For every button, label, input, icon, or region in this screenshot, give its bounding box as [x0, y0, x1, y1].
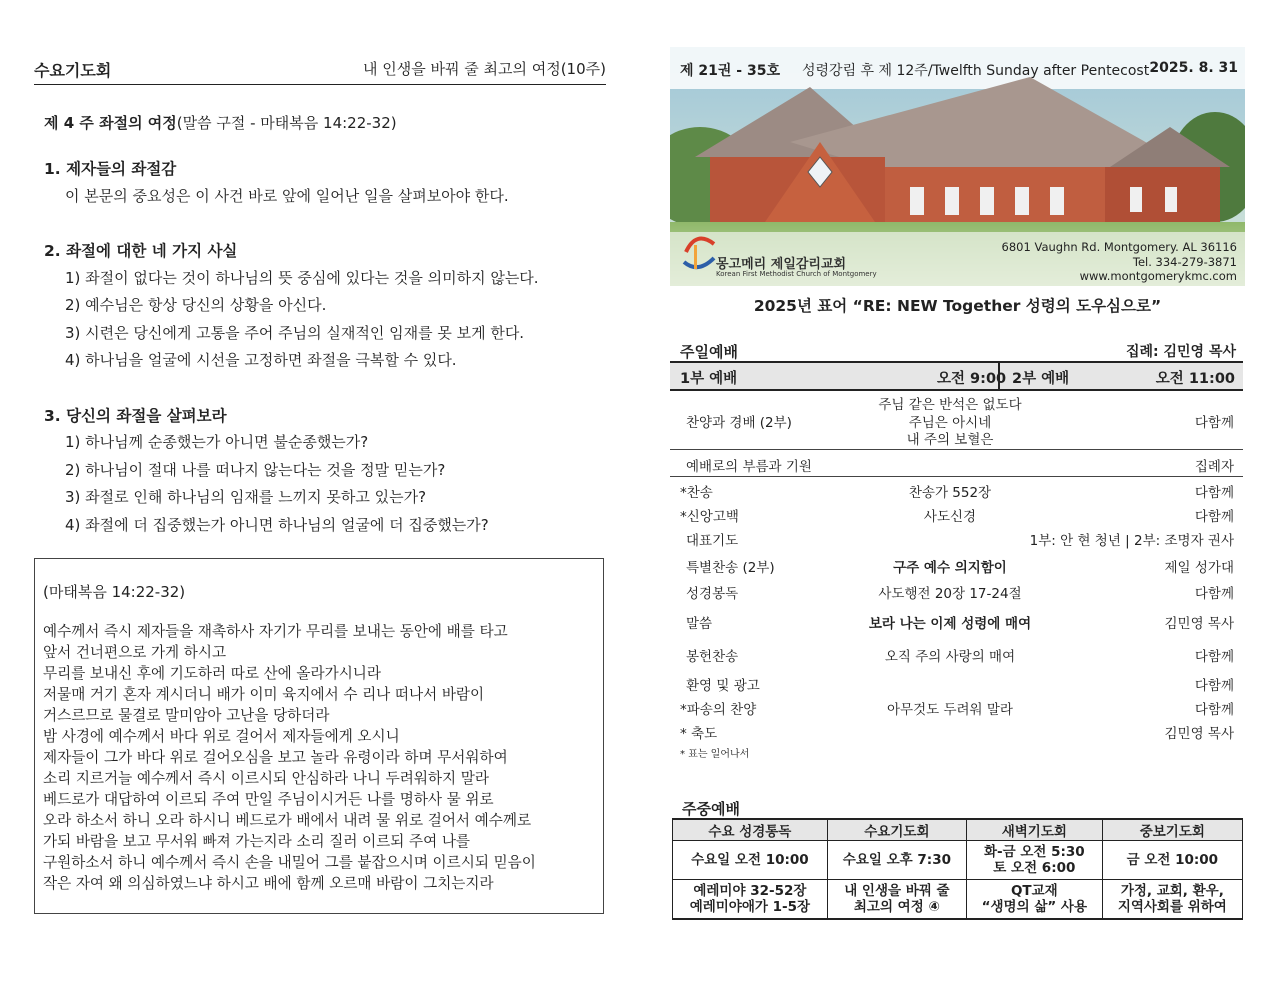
- order-who: 다함께: [1194, 678, 1234, 694]
- volume-number: 제 21권 - 35호: [680, 63, 780, 79]
- section-heading: 1. 제자들의 좌절감: [44, 160, 177, 178]
- weekday-service-label: 주중예배: [682, 800, 740, 818]
- divider: [670, 476, 1243, 477]
- header-title: 수요기도회: [34, 61, 112, 80]
- weekday-note: [967, 880, 1103, 920]
- order-title: 사도신경: [923, 509, 977, 525]
- scripture-line: 작은 자여 왜 의심하였느냐 하시고 배에 함께 오르매 바람이 그치는지라: [43, 875, 494, 892]
- service-times-bar: [670, 361, 1243, 391]
- order-who: 1부: 안 현 청년 | 2부: 조명자 권사: [1029, 533, 1234, 549]
- weekday-service-table: [672, 818, 1243, 920]
- order-who: 다함께: [1194, 702, 1234, 718]
- order-who: 다함께: [1194, 509, 1234, 525]
- weekday-time: 금 오전 10:00: [1102, 841, 1242, 880]
- order-label: 대표기도: [686, 533, 739, 549]
- weekday-note-line: 내 인생을 바꿔 줄: [844, 883, 950, 899]
- section-line: 4) 좌절에 더 집중했는가 아니면 하나님의 얼굴에 더 집중했는가?: [65, 516, 489, 534]
- church-address: 6801 Vaughn Rd. Montgomery. AL 36116: [1001, 240, 1237, 254]
- order-label: 말씀: [686, 616, 713, 632]
- sermon-title: 보라 나는 이제 성령에 매여: [868, 616, 1032, 632]
- order-label: 봉헌찬송: [686, 649, 739, 665]
- church-banner: [670, 47, 1245, 286]
- presider: 집례: 김민영 목사: [1125, 344, 1236, 360]
- section-line: 2) 하나님이 절대 나를 떠나지 않는다는 것을 정말 믿는가?: [65, 461, 446, 479]
- section-line: 3) 좌절로 인해 하나님의 임재를 느끼지 못하고 있는가?: [65, 488, 427, 506]
- scripture-line: 제자들이 그가 바다 위로 걸어오심을 보고 놀라 유령이라 하며 무서워하여: [43, 749, 508, 766]
- order-title: 구주 예수 의지함이: [893, 560, 1007, 576]
- bulletin-header: [680, 60, 1238, 82]
- order-label: 특별찬송 (2부): [686, 560, 775, 576]
- weekday-time: [967, 841, 1103, 880]
- bulletin-date: 2025. 8. 31: [1149, 60, 1238, 76]
- first-service-time: 오전 9:00: [937, 371, 1007, 387]
- scripture-line: 오라 하소서 하니 오라 하시니 베드로가 배에서 내려 물 위로 걸어서 예수께로: [43, 812, 532, 829]
- weekday-note: [827, 880, 966, 920]
- praise-song: 주님은 아시네: [908, 415, 992, 431]
- order-label: 성경봉독: [686, 586, 739, 602]
- section-line: 2) 예수님은 항상 당신의 상황을 아신다.: [65, 296, 327, 314]
- scripture-reference: (마태복음 14:22-32): [43, 583, 186, 601]
- scripture-text: [43, 621, 536, 894]
- section-line: 4) 하나님을 얼굴에 시선을 고정하면 좌절을 극복할 수 있다.: [65, 351, 457, 369]
- weekday-note-line: 예레미야애가 1-5장: [689, 899, 811, 915]
- scripture-line: 무리를 보내신 후에 기도하러 따로 산에 올라가시니라: [43, 665, 381, 682]
- liturgical-week: 성령강림 후 제 12주/Twelfth Sunday after Pentecost: [802, 63, 1150, 79]
- order-who: 제일 성가대: [1164, 560, 1234, 576]
- scripture-line: 앞서 건너편으로 가게 하시고: [43, 644, 227, 661]
- section-line: 3) 시련은 당신에게 고통을 주어 주님의 실재적인 임재를 못 보게 한다.: [65, 324, 525, 342]
- order-who: 김민영 목사: [1164, 726, 1234, 742]
- weekday-time: 수요일 오전 10:00: [673, 841, 828, 880]
- section-line: 1) 좌절이 없다는 것이 하나님의 뜻 중심에 있다는 것을 의미하지 않는다.: [65, 269, 539, 287]
- divider: [670, 449, 1243, 450]
- scripture-box: [34, 558, 604, 914]
- order-label: * 축도: [680, 726, 718, 742]
- order-label: *신앙고백: [680, 509, 739, 525]
- scripture-line: 예수께서 즉시 제자들을 재촉하사 자기가 무리를 보내는 동안에 배를 타고: [43, 623, 508, 640]
- scripture-line: 구원하소서 하니 예수께서 즉시 손을 내밀어 그를 붙잡으시며 이르시되 믿음이: [43, 854, 536, 871]
- week-title: [44, 112, 397, 133]
- weekday-note-line: 최고의 여정 ④: [853, 899, 940, 915]
- order-label: *찬송: [680, 485, 713, 501]
- header-series: 내 인생을 바꿔 줄 최고의 여정(10주): [362, 60, 606, 78]
- standing-note: * 표는 일어나서: [680, 749, 750, 760]
- yearly-motto: 2025년 표어 “RE: NEW Together 성령의 도우심으로”: [753, 297, 1162, 315]
- sunday-service-label: 주일예배: [680, 343, 738, 361]
- church-name: 몽고메리 제일감리교회: [716, 257, 847, 272]
- scripture-line: 소리 지르거늘 예수께서 즉시 이르시되 안심하라 나니 두려워하지 말라: [43, 770, 489, 787]
- weekday-note: [1102, 880, 1242, 920]
- week-title-scripture: (말씀 구절 - 마태복음 14:22-32): [176, 114, 397, 132]
- weekday-header: 중보기도회: [1102, 819, 1242, 841]
- church-phone: Tel. 334-279-3871: [1132, 255, 1237, 269]
- order-label: 찬양과 경배 (2부): [686, 415, 792, 431]
- scripture-line: 가되 바람을 보고 무서워 빠져 가는지라 소리 질러 이르되 주여 나를: [43, 833, 471, 850]
- page-header: [34, 56, 606, 85]
- scripture-line: 베드로가 대답하여 이르되 주여 만일 주님이시거든 나를 명하사 물 위로: [43, 791, 494, 808]
- church-website: www.montgomerykmc.com: [1079, 269, 1237, 283]
- first-service-label: 1부 예배: [680, 371, 738, 387]
- order-who: 다함께: [1194, 586, 1234, 602]
- order-label: 환영 및 광고: [686, 678, 760, 694]
- section-heading: 2. 좌절에 대한 네 가지 사실: [44, 242, 238, 260]
- weekday-header: 수요 성경통독: [673, 819, 828, 841]
- weekday-note-line: 지역사회를 위하여: [1117, 899, 1227, 915]
- order-who: 다함께: [1194, 485, 1234, 501]
- second-service-time: 오전 11:00: [1155, 371, 1235, 387]
- weekday-header: 새벽기도회: [967, 819, 1103, 841]
- church-name-en: Korean First Methodist Church of Montgomery: [716, 270, 877, 278]
- order-label: 예배로의 부름과 기원: [686, 459, 812, 475]
- order-who: 김민영 목사: [1164, 616, 1234, 632]
- praise-song: 주님 같은 반석은 없도다: [878, 397, 1022, 413]
- section-line: 이 본문의 중요성은 이 사건 바로 앞에 일어난 일을 살펴보아야 한다.: [65, 187, 509, 205]
- praise-song: 내 주의 보혈은: [906, 432, 994, 448]
- weekday-time-line: 토 오전 6:00: [993, 860, 1076, 876]
- order-label: *파송의 찬양: [680, 702, 757, 718]
- scripture-line: 거스르므로 물결로 말미암아 고난을 당하더라: [43, 707, 330, 724]
- scripture-line: 밤 사경에 예수께서 바다 위로 걸어서 제자들에게 오시니: [43, 728, 400, 745]
- order-title: 아무것도 두려워 말라: [887, 702, 1013, 718]
- order-who: 집례자: [1194, 459, 1234, 475]
- weekday-header: 수요기도회: [827, 819, 966, 841]
- scripture-line: 저물매 거기 혼자 계시더니 배가 이미 육지에서 수 리나 떠나서 바람이: [43, 686, 485, 703]
- sunday-service-header: [678, 341, 1236, 361]
- week-title-main: 제 4 주 좌절의 여정: [44, 114, 177, 132]
- weekday-note: [673, 880, 828, 920]
- weekday-note-line: 가정, 교회, 환우,: [1120, 883, 1224, 899]
- order-who: 다함께: [1194, 649, 1234, 665]
- order-title: 오직 주의 사랑의 매여: [884, 649, 1016, 665]
- order-title: 사도행전 20장 17-24절: [878, 586, 1022, 602]
- order-who: 다함께: [1194, 415, 1234, 431]
- weekday-time-line: 화-금 오전 5:30: [983, 844, 1085, 860]
- section-heading: 3. 당신의 좌절을 살펴보라: [44, 407, 227, 425]
- section-line: 1) 하나님께 순종했는가 아니면 불순종했는가?: [65, 433, 369, 451]
- weekday-note-line: QT교재: [1010, 883, 1058, 899]
- second-service-label: 2부 예배: [1012, 371, 1070, 387]
- weekday-note-line: 예레미야 32-52장: [693, 883, 807, 899]
- weekday-time: 수요일 오후 7:30: [827, 841, 966, 880]
- weekday-note-line: “생명의 삶” 사용: [981, 899, 1088, 915]
- order-title: 찬송가 552장: [908, 485, 992, 501]
